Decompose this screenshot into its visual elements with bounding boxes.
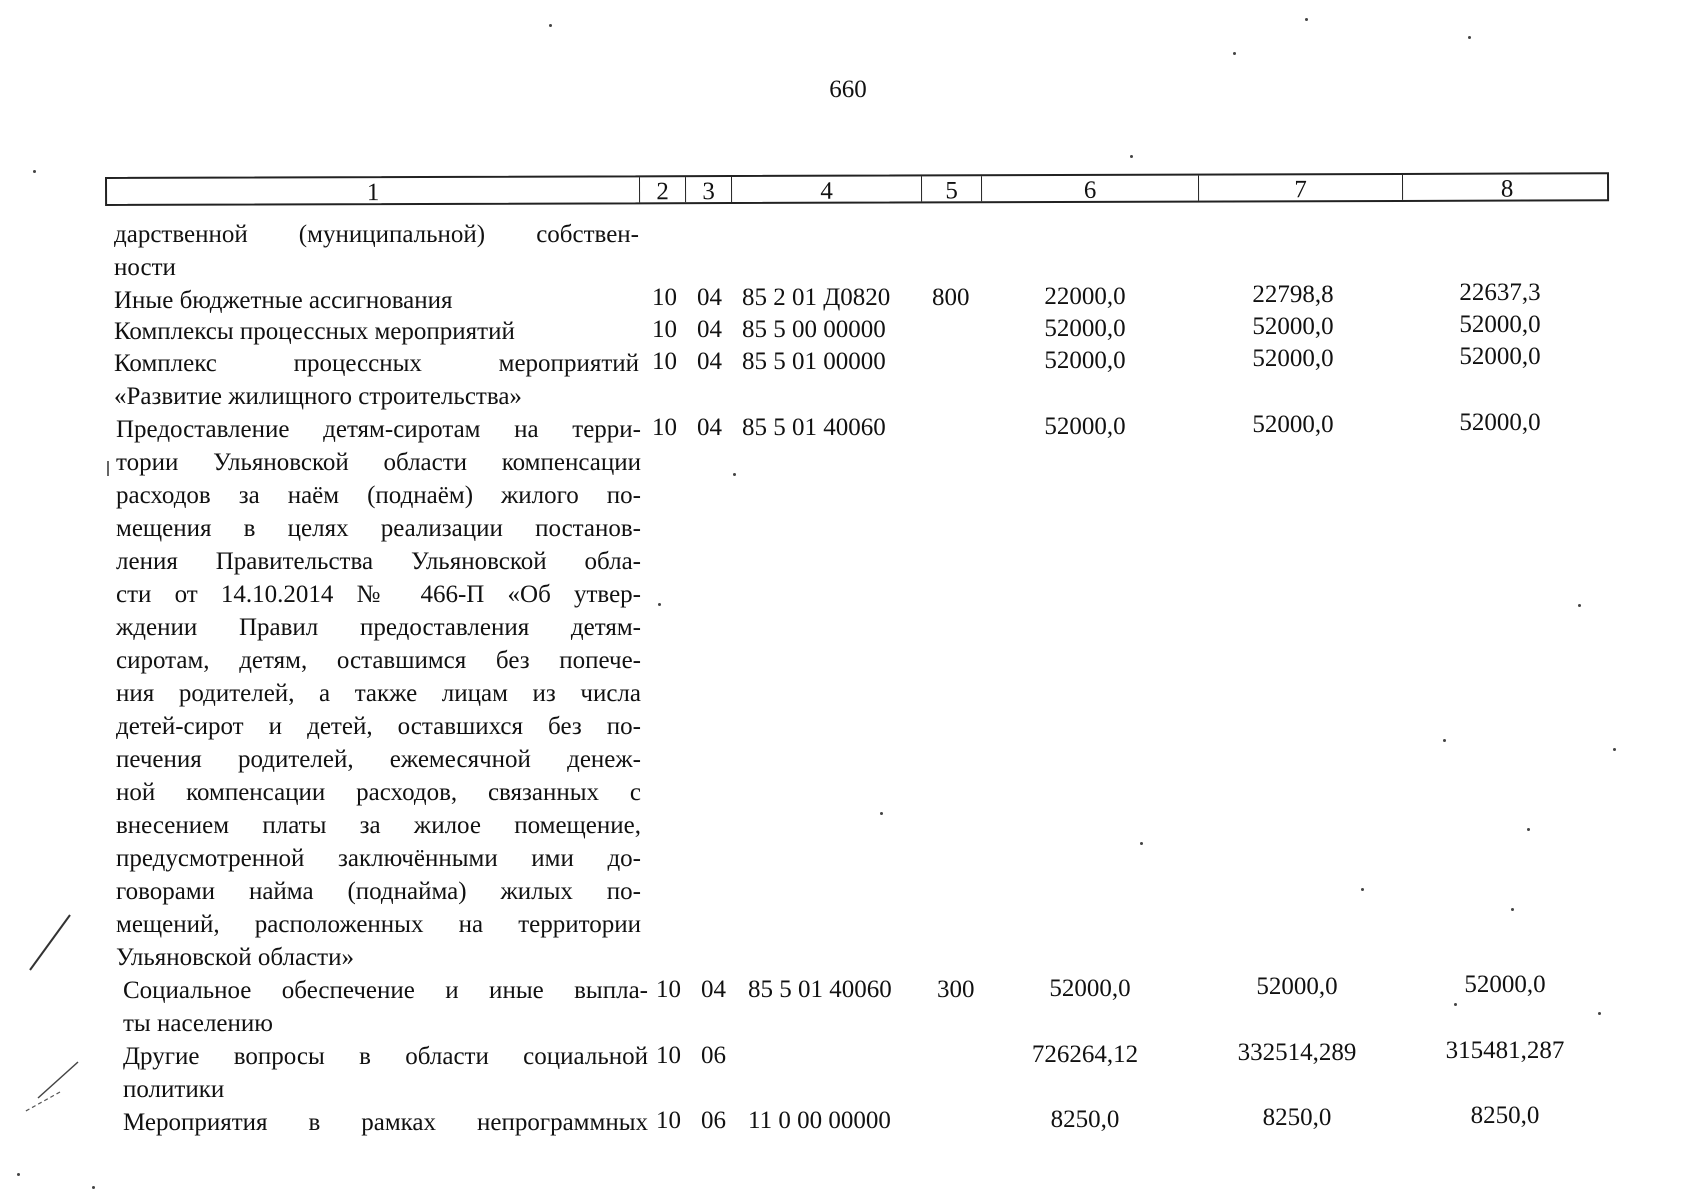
- cell-amount-6: 726264,12: [1031, 1041, 1139, 1068]
- description-line: расходов за наём (поднаём) жилого по-: [116, 482, 641, 509]
- scan-speck: [1613, 748, 1616, 751]
- header-col-1: 1: [107, 177, 640, 204]
- scan-speck: [733, 473, 736, 476]
- cell-section: 10: [656, 1042, 681, 1069]
- description-line: дарственной (муниципальной) собствен-: [114, 221, 639, 248]
- description-line: Мероприятия в рамках непрограммных: [123, 1109, 648, 1136]
- description-line: внесением платы за жилое помещение,: [116, 812, 641, 839]
- scan-speck: [549, 24, 552, 27]
- cell-amount-7: 52000,0: [1256, 973, 1338, 1000]
- cell-amount-8: 8250,0: [1470, 1102, 1540, 1129]
- scan-speck: [658, 603, 661, 606]
- cell-subsection: 06: [701, 1107, 726, 1134]
- description-line: ности: [114, 254, 176, 281]
- description-line: Ульяновской области»: [116, 944, 354, 971]
- cell-section: 10: [652, 348, 677, 375]
- cell-amount-6: 52000,0: [1049, 975, 1131, 1002]
- cell-subsection: 04: [697, 348, 722, 375]
- cell-amount-8: 315481,287: [1445, 1037, 1565, 1064]
- scan-speck: [92, 1186, 95, 1189]
- cell-amount-6: 22000,0: [1044, 283, 1126, 310]
- header-col-7: 7: [1199, 175, 1403, 201]
- cell-amount-8: 22637,3: [1459, 279, 1541, 306]
- cell-amount-7: 22798,8: [1252, 281, 1334, 308]
- description-line: говорами найма (поднайма) жилых по-: [116, 878, 641, 905]
- cell-amount-8: 52000,0: [1464, 971, 1546, 998]
- scan-speck: [1598, 1012, 1601, 1015]
- description-line: Предоставление детям-сиротам на терри-: [116, 416, 641, 443]
- pen-stroke: [30, 915, 70, 970]
- scan-speck: [1454, 1003, 1457, 1006]
- cell-subsection: 06: [701, 1042, 726, 1069]
- scan-speck: [1130, 155, 1133, 158]
- description-line: мещения в целях реализации постанов-: [116, 515, 641, 542]
- cell-amount-7: 8250,0: [1262, 1104, 1332, 1131]
- cell-section: 10: [652, 284, 677, 311]
- description-line: Другие вопросы в области социальной: [123, 1043, 648, 1070]
- cell-subsection: 04: [697, 284, 722, 311]
- description-line: ния родителей, а также лицам из числа: [116, 680, 641, 707]
- cell-target-code: 85 5 01 40060: [742, 414, 886, 441]
- scan-speck: [1468, 36, 1471, 39]
- scan-speck: [1233, 52, 1236, 55]
- scan-speck: [17, 1173, 20, 1176]
- header-col-4: 4: [732, 176, 922, 202]
- header-col-5: 5: [922, 176, 982, 201]
- header-col-6: 6: [982, 176, 1199, 202]
- cell-amount-6: 52000,0: [1044, 315, 1126, 342]
- description-line: сти от 14.10.2014 № 466-П «Об утвер-: [116, 581, 641, 608]
- header-col-2: 2: [640, 177, 686, 202]
- cell-target-code: 85 5 01 40060: [748, 976, 892, 1003]
- cell-amount-8: 52000,0: [1459, 343, 1541, 370]
- cell-amount-8: 52000,0: [1459, 409, 1541, 436]
- cell-expense-type: 800: [932, 284, 970, 311]
- scan-speck: [1140, 842, 1143, 845]
- scan-speck: [880, 812, 883, 815]
- description-line: ты населению: [123, 1010, 273, 1037]
- cell-amount-7: 52000,0: [1252, 345, 1334, 372]
- header-col-3: 3: [686, 177, 732, 202]
- cell-expense-type: 300: [937, 976, 975, 1003]
- cell-amount-7: 52000,0: [1252, 411, 1334, 438]
- description-line: Комплексы процессных мероприятий: [114, 318, 515, 345]
- cell-target-code: 85 2 01 Д0820: [742, 284, 891, 311]
- cell-amount-8: 52000,0: [1459, 311, 1541, 338]
- description-line: ной компенсации расходов, связанных с: [116, 779, 641, 806]
- cell-section: 10: [652, 316, 677, 343]
- description-line: печения родителей, ежемесячной денеж-: [116, 746, 641, 773]
- description-line: детей-сирот и детей, оставшихся без по-: [116, 713, 641, 740]
- description-line: предусмотренной заключёнными ими до-: [116, 845, 641, 872]
- scan-speck: [1305, 18, 1308, 21]
- cell-subsection: 04: [701, 976, 726, 1003]
- cell-target-code: 85 5 01 00000: [742, 348, 886, 375]
- cell-subsection: 04: [697, 414, 722, 441]
- scan-speck: [33, 170, 36, 173]
- scan-speck: [1443, 739, 1446, 742]
- description-line: ления Правительства Ульяновской обла-: [116, 548, 641, 575]
- cell-section: 10: [652, 414, 677, 441]
- description-line: Комплекс процессных мероприятий: [114, 350, 639, 377]
- description-line: тории Ульяновской области компенсации: [116, 449, 641, 476]
- description-line: сиротам, детям, оставшимся без попече-: [116, 647, 641, 674]
- page-number: 660: [829, 76, 867, 103]
- cell-section: 10: [656, 1107, 681, 1134]
- cell-target-code: 85 5 00 00000: [742, 316, 886, 343]
- scan-speck: [1511, 908, 1514, 911]
- description-line: «Развитие жилищного строительства»: [114, 383, 522, 410]
- cell-amount-6: 52000,0: [1044, 413, 1126, 440]
- cell-amount-6: 52000,0: [1044, 347, 1126, 374]
- description-line: политики: [123, 1076, 225, 1103]
- scan-speck: [1578, 604, 1581, 607]
- description-line: ждении Правил предоставления детям-: [116, 614, 641, 641]
- cell-amount-7: 332514,289: [1237, 1039, 1357, 1066]
- cell-target-code: 11 0 00 00000: [748, 1107, 891, 1134]
- header-col-8: 8: [1500, 175, 1514, 203]
- description-line: мещений, расположенных на территории: [116, 911, 641, 938]
- scan-speck: [1361, 888, 1364, 891]
- cell-amount-6: 8250,0: [1050, 1106, 1120, 1133]
- description-line: Социальное обеспечение и иные выпла-: [123, 977, 648, 1004]
- cell-amount-7: 52000,0: [1252, 313, 1334, 340]
- scan-speck: [1527, 828, 1530, 831]
- description-line: Иные бюджетные ассигнования: [114, 287, 453, 314]
- cell-subsection: 04: [697, 316, 722, 343]
- cell-section: 10: [656, 976, 681, 1003]
